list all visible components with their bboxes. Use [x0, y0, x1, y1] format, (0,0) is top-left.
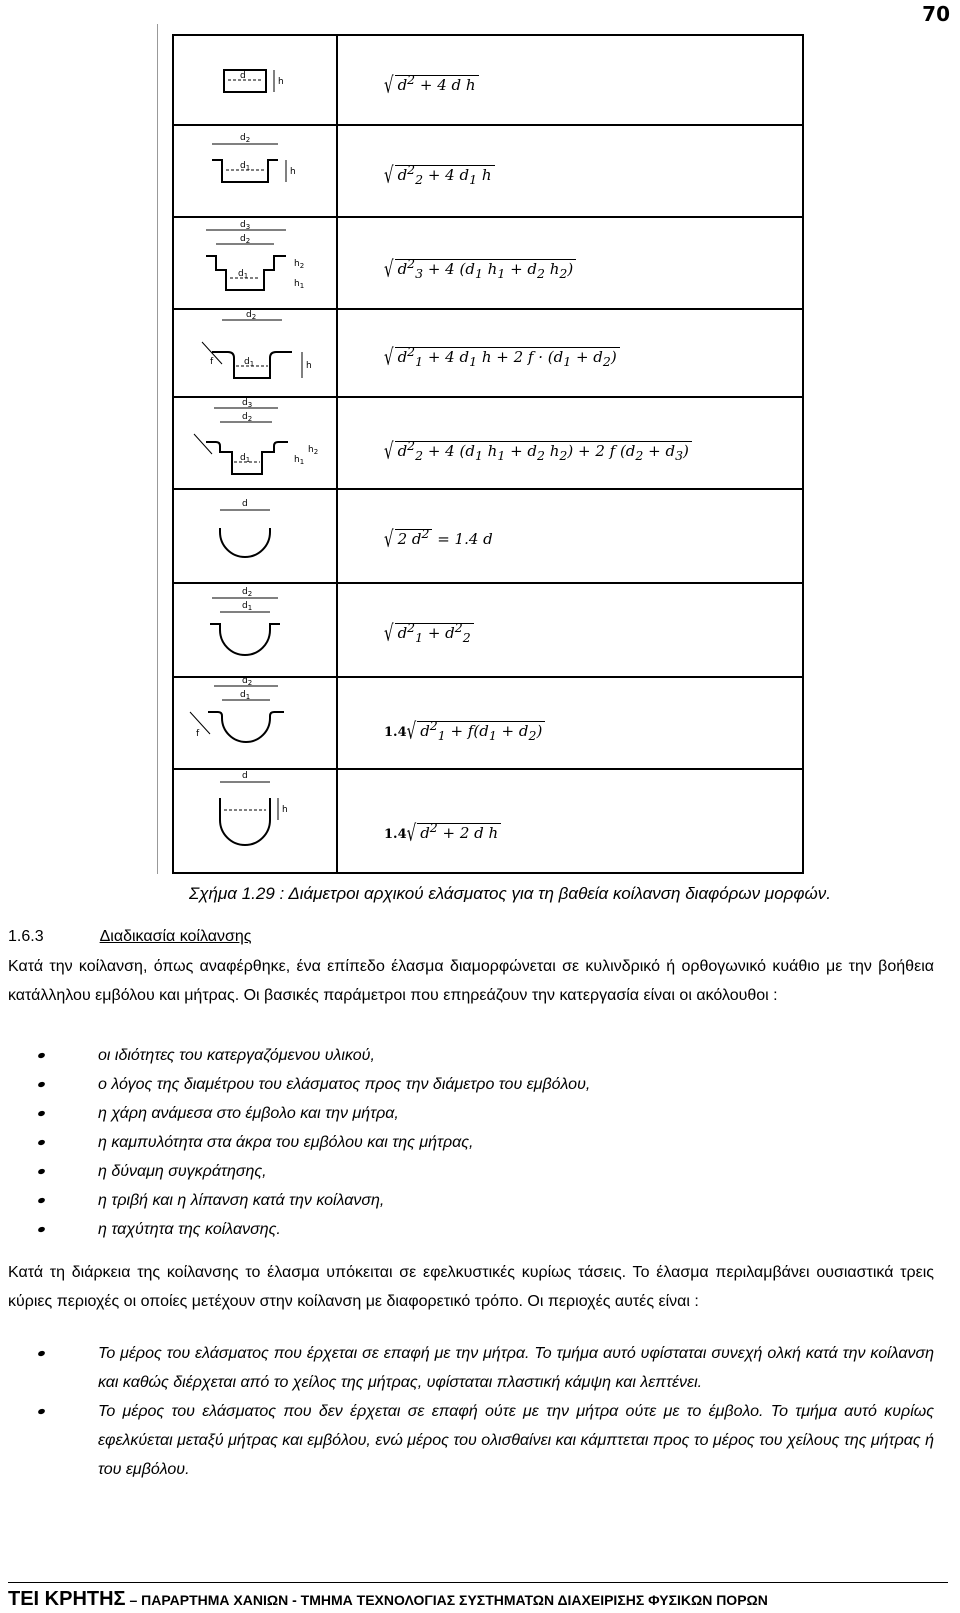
- parameters-list: [38, 1041, 590, 1244]
- label-d2: $d_2$: [242, 587, 253, 598]
- page-number: 70: [922, 2, 950, 26]
- formula-3: √ $d^2_3 + 4$ ($d_1$ $h_1 + d_2$ $h_2$): [384, 256, 576, 281]
- label-f: f: [210, 357, 214, 367]
- figure-row-5: [174, 396, 802, 490]
- list-item: ο λόγος της διαμέτρου του ελάσματος προς την διάμετρο του εμβόλου,: [38, 1070, 590, 1099]
- stepped-cup-diagram: [182, 216, 332, 308]
- formula-4: √ $d^2_1 + 4$ $d_1$ h + 2 $f \cdot (d_1 + d_2)$: [384, 344, 620, 369]
- list-item: οι ιδιότητες του κατεργαζόμενου υλικού,: [38, 1041, 590, 1070]
- figure-row-2: [174, 124, 802, 218]
- figure-row-9: [174, 768, 802, 872]
- figure-row-3: [174, 216, 802, 310]
- list-item: η καμπυλότητα στα άκρα του εμβόλου και της μήτρας,: [38, 1128, 590, 1157]
- radiused-flange-cup-diagram: [182, 308, 332, 396]
- figure-row-1: [174, 36, 802, 126]
- label-f: f: [196, 729, 200, 739]
- flanged-hemisphere-diagram: [182, 582, 332, 676]
- label-h: h: [290, 167, 296, 177]
- label-d: d: [242, 771, 248, 781]
- section-title: Διαδικασία κοίλανσης: [99, 928, 252, 945]
- formula-8: 1.4√ $d^2_1 + f(d_1 + d_2)$: [384, 718, 545, 743]
- label-h: h: [306, 361, 312, 371]
- section-number: 1.6.3: [8, 928, 44, 945]
- label-h1: $h_1$: [294, 455, 305, 466]
- label-d1: $d_1$: [238, 269, 249, 280]
- label-h2: $h_2$: [308, 445, 319, 456]
- label-d3: $d_3$: [240, 220, 251, 231]
- figure-row-6: [174, 488, 802, 584]
- label-d2: $d_2$: [240, 234, 251, 245]
- label-d1: $d_1$: [242, 601, 253, 612]
- label-d2: $d_2$: [242, 676, 253, 687]
- regions-list: [38, 1339, 934, 1484]
- formula-6: √ 2 $d^2 = 1.4$ d: [384, 525, 493, 553]
- label-d2: $d_2$: [242, 412, 253, 423]
- label-d3: $d_3$: [242, 398, 253, 409]
- list-item: Το μέρος του ελάσματος που δεν έρχεται σε επαφή ούτε με την μήτρα ούτε με το έμβολο. Το τμήμα αυτό κυρίως εφελκύεται μεταξύ μήτρας και εμβόλου, ενώ μέρος του ολισθαίνει και κάμπτεται προς το μέρος του χείλους της μήτρας ή του εμβόλου.: [38, 1397, 934, 1484]
- label-d2: $d_2$: [246, 310, 257, 321]
- list-item: Το μέρος του ελάσματος που έρχεται σε επαφή με την μήτρα. Το τμήμα αυτό υφίσταται συνεχή ολκή κατά την κοίλανση και καθώς διέρχεται από το χείλος της μήτρας, υφίσταται πλαστική κάμψη και λεπτένει.: [38, 1339, 934, 1397]
- label-h: h: [282, 805, 288, 815]
- intro-paragraph: Κατά την κοίλανση, όπως αναφέρθηκε, ένα επίπεδο έλασμα διαμορφώνεται σε κυλινδρικό ή ορθογωνικό κυάθιο με την βοήθεια κατάλληλου εμβόλου και μήτρας. Οι βασικές παράμετροι που επηρεάζουν την κατεργασία είναι οι ακόλουθοι :: [8, 958, 934, 1004]
- figure-row-8: [174, 676, 802, 770]
- flanged-cup-diagram: [182, 124, 332, 216]
- figure-row-7: [174, 582, 802, 678]
- radiused-hemisphere-diagram: [182, 676, 332, 768]
- label-d1: $d_1$: [244, 357, 255, 368]
- label-d1: $d_1$: [240, 453, 251, 464]
- formula-2: √ $d^2_2 + 4$ $d_1$ h: [384, 162, 495, 187]
- formula-5: √ $d^2_2 + 4$ ($d_1$ $h_1 + d_2$ $h_2) + 2$ f $(d_2 + d_3)$: [384, 438, 692, 463]
- formula-9: 1.4√ $d^2 + 2$ d h: [384, 820, 501, 842]
- list-item: η ταχύτητα της κοίλανσης.: [38, 1215, 590, 1244]
- list-item: η χάρη ανάμεσα στο έμβολο και την μήτρα,: [38, 1099, 590, 1128]
- label-d1: $d_1$: [240, 690, 251, 701]
- label-d: d: [242, 499, 248, 509]
- regions-paragraph: Κατά τη διάρκεια της κοίλανσης το έλασμα υπόκειται σε εφελκυστικές κυρίως τάσεις. Το έλασμα περιλαμβάνει ουσιαστικά τρεις κύριες περιοχές οι οποίες μετέχουν στην κοίλανση με διαφορετικό τρόπο. Οι περιοχές αυτές είναι :: [8, 1264, 934, 1310]
- label-d: d: [240, 71, 246, 81]
- figure-caption: Σχήμα 1.29 : Διάμετροι αρχικού ελάσματος για τη βαθεία κοίλανση διαφόρων μορφών.: [189, 884, 831, 903]
- section-heading: [8, 922, 934, 951]
- formula-1: √ $d^2 + 4$ d h: [384, 72, 479, 94]
- footer-department: ΠΑΡΑΡΤΗΜΑ ΧΑΝΙΩΝ - ΤΜΗΜΑ ΤΕΧΝΟΛΟΓΙΑΣ ΣΥΣΤΗΜΑΤΩΝ ΔΙΑΧΕΙΡΙΣΗΣ ΦΥΣΙΚΩΝ ΠΟΡΩΝ: [141, 1592, 768, 1608]
- label-d1: $d_1$: [240, 161, 251, 172]
- label-h2: $h_2$: [294, 259, 305, 270]
- page-footer: [8, 1588, 768, 1611]
- list-item: η δύναμη συγκράτησης,: [38, 1157, 590, 1186]
- cylindrical-hemisphere-diagram: [182, 768, 332, 872]
- footer-divider: [8, 1582, 948, 1583]
- stepped-radiused-cup-diagram: [182, 396, 332, 488]
- footer-dash: –: [125, 1592, 142, 1608]
- footer-institution: ΤΕΙ ΚΡΗΤΗΣ: [8, 1588, 126, 1610]
- hemisphere-diagram: [182, 488, 332, 582]
- formula-7: √ $d^2_1 + d^2_2$: [384, 620, 474, 645]
- margin-rule: [157, 24, 158, 874]
- cylinder-cup-diagram: [182, 36, 332, 124]
- label-d2: $d_2$: [240, 133, 251, 144]
- label-h1: $h_1$: [294, 279, 305, 290]
- figure-table: [172, 34, 804, 874]
- label-h: h: [278, 77, 284, 87]
- list-item: η τριβή και η λίπανση κατά την κοίλανση,: [38, 1186, 590, 1215]
- figure-row-4: [174, 308, 802, 398]
